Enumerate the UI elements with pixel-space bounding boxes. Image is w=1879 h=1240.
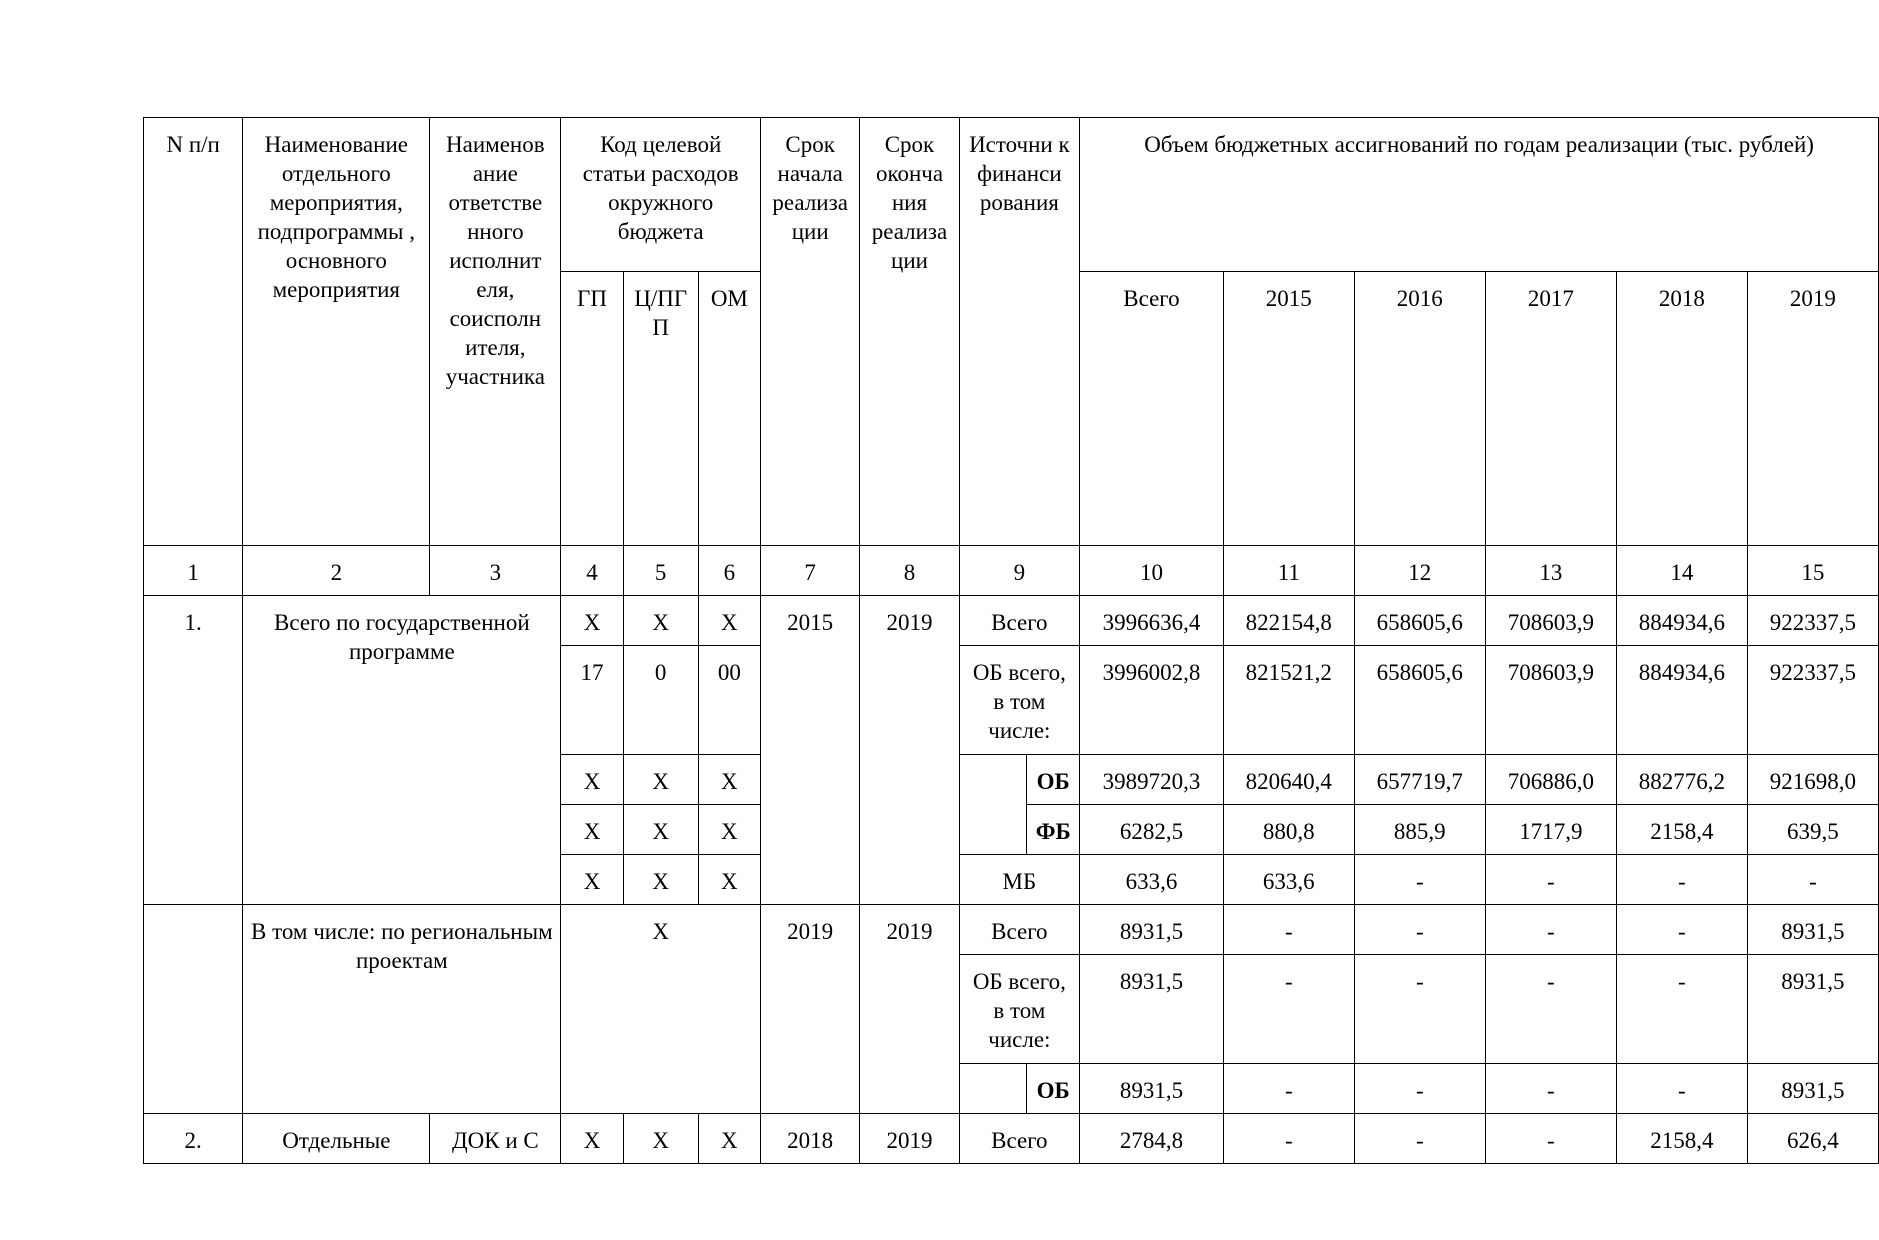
column-number: 7 xyxy=(761,546,860,596)
column-number: 15 xyxy=(1747,546,1878,596)
value-year: 8931,5 xyxy=(1747,905,1878,955)
value-total: 3989720,3 xyxy=(1080,755,1224,805)
value-year: - xyxy=(1354,1064,1485,1114)
value-year: 2158,4 xyxy=(1616,1114,1747,1164)
value-year: - xyxy=(1747,855,1878,905)
value-year: - xyxy=(1354,905,1485,955)
header-code-cpgp: Ц/ПГ П xyxy=(623,272,698,546)
table-row xyxy=(144,905,1879,955)
start-year: 2019 xyxy=(761,905,860,1114)
header-code: Код целевой статьи расходов окружного бюджета xyxy=(561,118,761,272)
row-number: 1. xyxy=(144,596,243,905)
value-year: 658605,6 xyxy=(1354,596,1485,646)
code-gp: X xyxy=(561,855,623,905)
row-executor: ДОК и С xyxy=(430,1114,561,1164)
value-total: 6282,5 xyxy=(1080,805,1224,855)
header-name: Наименование отдельного мероприятия, подпрограммы , основного мероприятия xyxy=(243,118,430,546)
column-number: 14 xyxy=(1616,546,1747,596)
header-volume: Объем бюджетных ассигнований по годам реализации (тыс. рублей) xyxy=(1080,118,1879,272)
source: Всего xyxy=(959,905,1079,955)
header-year: 2017 xyxy=(1485,272,1616,546)
value-year: 657719,7 xyxy=(1354,755,1485,805)
value-year: 822154,8 xyxy=(1223,596,1354,646)
value-year: 708603,9 xyxy=(1485,596,1616,646)
column-numbers-row xyxy=(144,546,1879,596)
code-cp: X xyxy=(623,1114,698,1164)
header-row-1 xyxy=(144,118,1879,272)
value-year: 633,6 xyxy=(1223,855,1354,905)
budget-table xyxy=(143,117,1879,1164)
code-cp: X xyxy=(623,755,698,805)
header-year: 2016 xyxy=(1354,272,1485,546)
column-number: 6 xyxy=(698,546,760,596)
code-gp: X xyxy=(561,1114,623,1164)
column-number: 4 xyxy=(561,546,623,596)
source: Всего xyxy=(959,596,1079,646)
code-gp: 17 xyxy=(561,646,623,755)
value-year: - xyxy=(1223,1064,1354,1114)
value-year: - xyxy=(1354,1114,1485,1164)
column-number: 10 xyxy=(1080,546,1224,596)
header-executor: Наименов ание ответстве нного исполнит еля, соисполн ителя, участника xyxy=(430,118,561,546)
source-indent xyxy=(959,755,1027,855)
header-year: 2015 xyxy=(1223,272,1354,546)
value-year: - xyxy=(1616,855,1747,905)
value-year: 884934,6 xyxy=(1616,646,1747,755)
code-gp: X xyxy=(561,755,623,805)
code-om: X xyxy=(698,755,760,805)
value-year: - xyxy=(1485,855,1616,905)
source: ОБ xyxy=(1027,755,1080,805)
row-name: Всего по государственной программе xyxy=(243,596,561,905)
row-name: В том числе: по региональным проектам xyxy=(243,905,561,1114)
value-year: - xyxy=(1485,1114,1616,1164)
end-year: 2019 xyxy=(860,905,959,1114)
value-year: 2158,4 xyxy=(1616,805,1747,855)
value-year: 821521,2 xyxy=(1223,646,1354,755)
column-number: 1 xyxy=(144,546,243,596)
source: ФБ xyxy=(1027,805,1080,855)
code-gp: X xyxy=(561,596,623,646)
value-year: 882776,2 xyxy=(1616,755,1747,805)
start-year: 2018 xyxy=(761,1114,860,1164)
source: Всего xyxy=(959,1114,1079,1164)
start-year: 2015 xyxy=(761,596,860,905)
column-number: 3 xyxy=(430,546,561,596)
row-name: Отдельные xyxy=(243,1114,430,1164)
column-number: 9 xyxy=(959,546,1079,596)
header-start: Срок начала реализа ции xyxy=(761,118,860,546)
header-num: N п/п xyxy=(144,118,243,546)
value-year: - xyxy=(1616,1064,1747,1114)
column-number: 13 xyxy=(1485,546,1616,596)
header-code-gp: ГП xyxy=(561,272,623,546)
value-year: - xyxy=(1354,955,1485,1064)
end-year: 2019 xyxy=(860,596,959,905)
value-year: 820640,4 xyxy=(1223,755,1354,805)
value-year: 8931,5 xyxy=(1747,1064,1878,1114)
value-year: - xyxy=(1485,955,1616,1064)
value-year: 880,8 xyxy=(1223,805,1354,855)
header-year: 2018 xyxy=(1616,272,1747,546)
value-year: - xyxy=(1616,955,1747,1064)
table-row xyxy=(144,596,1879,646)
header-code-om: ОМ xyxy=(698,272,760,546)
value-year: - xyxy=(1223,905,1354,955)
value-year: - xyxy=(1223,1114,1354,1164)
source: ОБ всего, в том числе: xyxy=(959,955,1079,1064)
code-cp: X xyxy=(623,855,698,905)
value-year: 1717,9 xyxy=(1485,805,1616,855)
source: ОБ всего, в том числе: xyxy=(959,646,1079,755)
table-row xyxy=(144,1114,1879,1164)
value-total: 8931,5 xyxy=(1080,955,1224,1064)
code-cp: X xyxy=(623,596,698,646)
code-gp: X xyxy=(561,805,623,855)
value-year: 884934,6 xyxy=(1616,596,1747,646)
source: ОБ xyxy=(1027,1064,1080,1114)
value-year: - xyxy=(1485,1064,1616,1114)
value-total: 633,6 xyxy=(1080,855,1224,905)
value-total: 3996002,8 xyxy=(1080,646,1224,755)
source: МБ xyxy=(959,855,1079,905)
header-year: 2019 xyxy=(1747,272,1878,546)
value-year: 658605,6 xyxy=(1354,646,1485,755)
value-year: 708603,9 xyxy=(1485,646,1616,755)
column-number: 12 xyxy=(1354,546,1485,596)
code-cp: X xyxy=(623,805,698,855)
value-year: 921698,0 xyxy=(1747,755,1878,805)
value-year: 922337,5 xyxy=(1747,646,1878,755)
row-number xyxy=(144,905,243,1114)
value-total: 8931,5 xyxy=(1080,1064,1224,1114)
column-number: 5 xyxy=(623,546,698,596)
code-om: 00 xyxy=(698,646,760,755)
value-year: 885,9 xyxy=(1354,805,1485,855)
value-year: - xyxy=(1616,905,1747,955)
row-number: 2. xyxy=(144,1114,243,1164)
code-om: X xyxy=(698,1114,760,1164)
code-om: X xyxy=(698,596,760,646)
value-year: 8931,5 xyxy=(1747,955,1878,1064)
header-total: Всего xyxy=(1080,272,1224,546)
code-cp: 0 xyxy=(623,646,698,755)
value-total: 8931,5 xyxy=(1080,905,1224,955)
header-end: Срок оконча ния реализа ции xyxy=(860,118,959,546)
value-year: 639,5 xyxy=(1747,805,1878,855)
value-year: 706886,0 xyxy=(1485,755,1616,805)
code-merged: X xyxy=(561,905,761,1114)
value-year: 922337,5 xyxy=(1747,596,1878,646)
value-total: 2784,8 xyxy=(1080,1114,1224,1164)
code-om: X xyxy=(698,855,760,905)
value-year: 626,4 xyxy=(1747,1114,1878,1164)
column-number: 2 xyxy=(243,546,430,596)
value-year: - xyxy=(1485,905,1616,955)
column-number: 11 xyxy=(1223,546,1354,596)
header-source: Источни к финанси рования xyxy=(959,118,1079,546)
value-year: - xyxy=(1354,855,1485,905)
source-indent xyxy=(959,1064,1027,1114)
value-year: - xyxy=(1223,955,1354,1064)
column-number: 8 xyxy=(860,546,959,596)
end-year: 2019 xyxy=(860,1114,959,1164)
code-om: X xyxy=(698,805,760,855)
value-total: 3996636,4 xyxy=(1080,596,1224,646)
